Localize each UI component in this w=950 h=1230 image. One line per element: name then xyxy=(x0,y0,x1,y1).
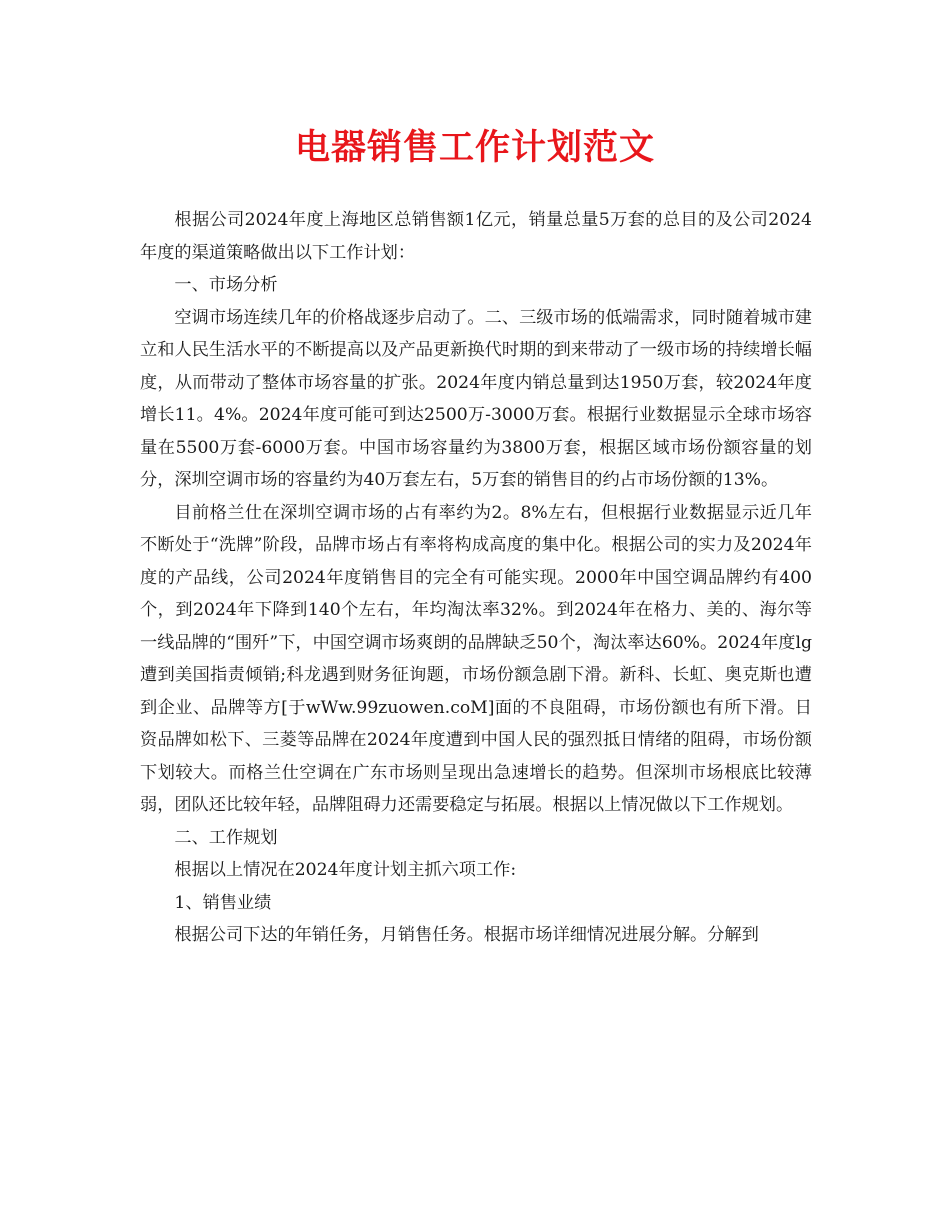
paragraph-market-share: 目前格兰仕在深圳空调市场的占有率约为2。8%左右，但根据行业数据显示近几年不断处于“洗牌”阶段，品牌市场占有率将构成高度的集中化。根据公司的实力及2024年度的产品线，公司2024年度销售目的完全有可能实现。2000年中国空调品牌约有400个，到2024年下降到140个左右，年均淘汰率32%。到2024年在格力、美的、海尔等一线品牌的“围歼”下，中国空调市场爽朗的品牌缺乏50个，淘汰率达60%。2024年度lg遭到美国指责倾销;科龙遇到财务征询题，市场份额急剧下滑。新科、长虹、奥克斯也遭到企业、品牌等方[于wWw.99zuowen.coM]面的不良阻碍，市场份额也有所下滑。日资品牌如松下、三菱等品牌在2024年度遭到中国人民的强烈抵日情绪的阻碍，市场份额下划较大。而格兰仕空调在广东市场则呈现出急速增长的趋势。但深圳市场根底比较薄弱，团队还比较年轻，品牌阻碍力还需要稳定与拓展。根据以上情况做以下工作规划。 xyxy=(140,502,812,815)
document-title: 电器销售工作计划范文 xyxy=(294,128,655,168)
paragraph-six-tasks: 根据以上情况在2024年度计划主抓六项工作: xyxy=(174,860,517,880)
paragraph-market-capacity: 空调市场连续几年的价格战逐步启动了。二、三级市场的低端需求，同时随着城市建立和人民生活水平的不断提高以及产品更新换代时期的到来带动了一级市场的持续增长幅度，从而带动了整体市场容量的扩张。2024年度内销总量到达1950万套，较2024年度增长11。4%。2024年度可能可到达2500万-3000万套。根据行业数据显示全球市场容量在5500万套-6000万套。中国市场容量约为3800万套，根据区域市场份额容量的划分，深圳空调市场的容量约为40万套左右，5万套的销售目的约占市场份额的13%。 xyxy=(140,307,812,490)
paragraph-intro: 根据公司2024年度上海地区总销售额1亿元，销量总量5万套的总目的及公司2024年度的渠道策略做出以下工作计划： xyxy=(140,210,812,263)
section-heading-market-analysis: 一、市场分析 xyxy=(174,275,278,295)
section-heading-work-plan: 二、工作规划 xyxy=(174,827,278,848)
paragraph-sales-targets: 根据公司下达的年销任务，月销售任务。根据市场详细情况进展分解。分解到 xyxy=(174,925,759,945)
document-body xyxy=(140,204,812,952)
subheading-sales-performance: 1、销售业绩 xyxy=(174,892,272,913)
